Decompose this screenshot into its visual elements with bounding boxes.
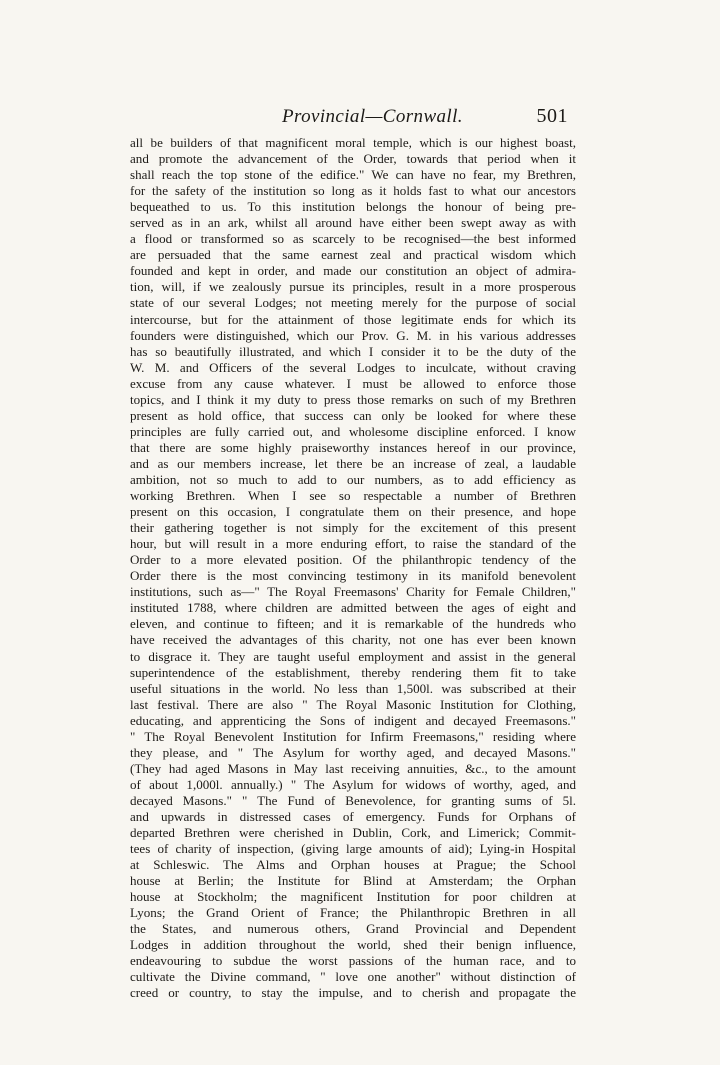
text-line: ambition, not so much to add to our numbers, as to add efficiency as [130,471,576,487]
text-line: bequeathed to us. To this institution belongs the honour of being pre- [130,199,576,215]
text-line: " The Royal Benevolent Institution for Infirm Freemasons," residing where [130,728,576,744]
text-line: of about 1,000l. annually.) " The Asylum for widows of worthy, aged, and [130,776,576,792]
running-title: Provincial—Cornwall. [282,106,463,127]
text-line: and upwards in distressed cases of emergency. Funds for Orphans of [130,808,576,824]
page-number: 501 [536,105,568,127]
text-line: Order there is the most convincing testimony in its manifold benevolent [130,568,576,584]
text-line: principles are fully carried out, and wholesome discipline enforced. I know [130,423,576,439]
running-head [200,106,580,132]
text-line: for the safety of the institution so long as it holds fast to what our ancestors [130,183,576,199]
text-line: house at Stockholm; the magnificent Institution for poor children at [130,889,576,905]
text-line: topics, and I think it my duty to press those remarks on such of my Brethren [130,391,576,407]
text-line: educating, and apprenticing the Sons of indigent and decayed Freemasons." [130,712,576,728]
text-line: W. M. and Officers of the several Lodges to inculcate, without craving [130,359,576,375]
text-line: endeavouring to subdue the worst passions of the human race, and to [130,953,576,969]
text-line: Order to a more elevated position. Of the philanthropic tendency of the [130,552,576,568]
text-line: Lodges in addition throughout the world, shed their benign influence, [130,937,576,953]
text-line: present on this occasion, I congratulate them on their presence, and hope [130,504,576,520]
text-line: served as in an ark, whilst all around have either been swept away as with [130,215,576,231]
text-line: state of our several Lodges; not meeting merely for the purpose of social [130,295,576,311]
text-line: intercourse, but for the attainment of those legitimate ends for which its [130,311,576,327]
text-line: eleven, and continue to fifteen; and it is remarkable of the hundreds who [130,616,576,632]
text-line: the States, and numerous others, Grand Provincial and Dependent [130,921,576,937]
text-line: tees of charity of inspection, (giving large amounts of aid); Lying-in Hospital [130,841,576,857]
text-line: tion, will, if we zealously pursue its principles, result in a more prosperous [130,279,576,295]
text-line: are persuaded that the same earnest zeal and practical wisdom which [130,247,576,263]
text-line: a flood or transformed so as scarcely to be recognised—the best informed [130,231,576,247]
text-line: working Brethren. When I see so respectable a number of Brethren [130,488,576,504]
text-line: all be builders of that magnificent moral temple, which is our highest boast, [130,135,576,150]
text-line: present as hold office, that success can only be looked for where these [130,407,576,423]
body-text [130,135,576,1002]
text-line: superintendence of the establishment, thereby rendering them fit to take [130,664,576,680]
text-line: and as our members increase, let there be an increase of zeal, a laudable [130,455,576,471]
text-line: creed or country, to stay the impulse, and to cherish and propagate the [130,985,576,1001]
text-line: founders were distinguished, which our Prov. G. M. in his various addresses [130,327,576,343]
text-line: last festival. There are also " The Royal Masonic Institution for Clothing, [130,696,576,712]
text-line: have received the advantages of this charity, not one has ever been known [130,632,576,648]
text-line: has so beautifully illustrated, and which I consider it to be the duty of the [130,343,576,359]
text-line: decayed Masons." " The Fund of Benevolence, for granting sums of 5l. [130,792,576,808]
text-line: shall reach the top stone of the edifice." We can have no fear, my Brethren, [130,167,576,183]
text-line: Lyons; the Grand Orient of France; the Philanthropic Brethren in all [130,905,576,921]
text-line: useful situations in the world. No less than 1,500l. was subscribed at their [130,680,576,696]
text-line: and promote the advancement of the Order, towards that period when it [130,151,576,167]
text-line: house at Berlin; the Institute for Blind at Amsterdam; the Orphan [130,873,576,889]
text-line: they please, and " The Asylum for worthy aged, and decayed Masons." [130,744,576,760]
text-line: departed Brethren were cherished in Dublin, Cork, and Limerick; Commit- [130,825,576,841]
text-line: institutions, such as—" The Royal Freemasons' Charity for Female Children," [130,584,576,600]
text-line: excuse from any cause whatever. I must be allowed to enforce those [130,375,576,391]
text-line: their gathering together is not simply for the excitement of this present [130,520,576,536]
text-line: (They had aged Masons in May last receiving annuities, &c., to the amount [130,760,576,776]
text-line: to disgrace it. They are taught useful employment and assist in the general [130,648,576,664]
text-line: hour, but will result in a more enduring effort, to raise the standard of the [130,536,576,552]
text-line: that there are some highly praiseworthy instances hereof in our province, [130,439,576,455]
text-line: at Schleswic. The Alms and Orphan houses at Prague; the School [130,857,576,873]
text-line: founded and kept in order, and made our constitution an object of admira- [130,263,576,279]
text-line: instituted 1788, where children are admitted between the ages of eight and [130,600,576,616]
text-line: cultivate the Divine command, " love one another" without distinction of [130,969,576,985]
